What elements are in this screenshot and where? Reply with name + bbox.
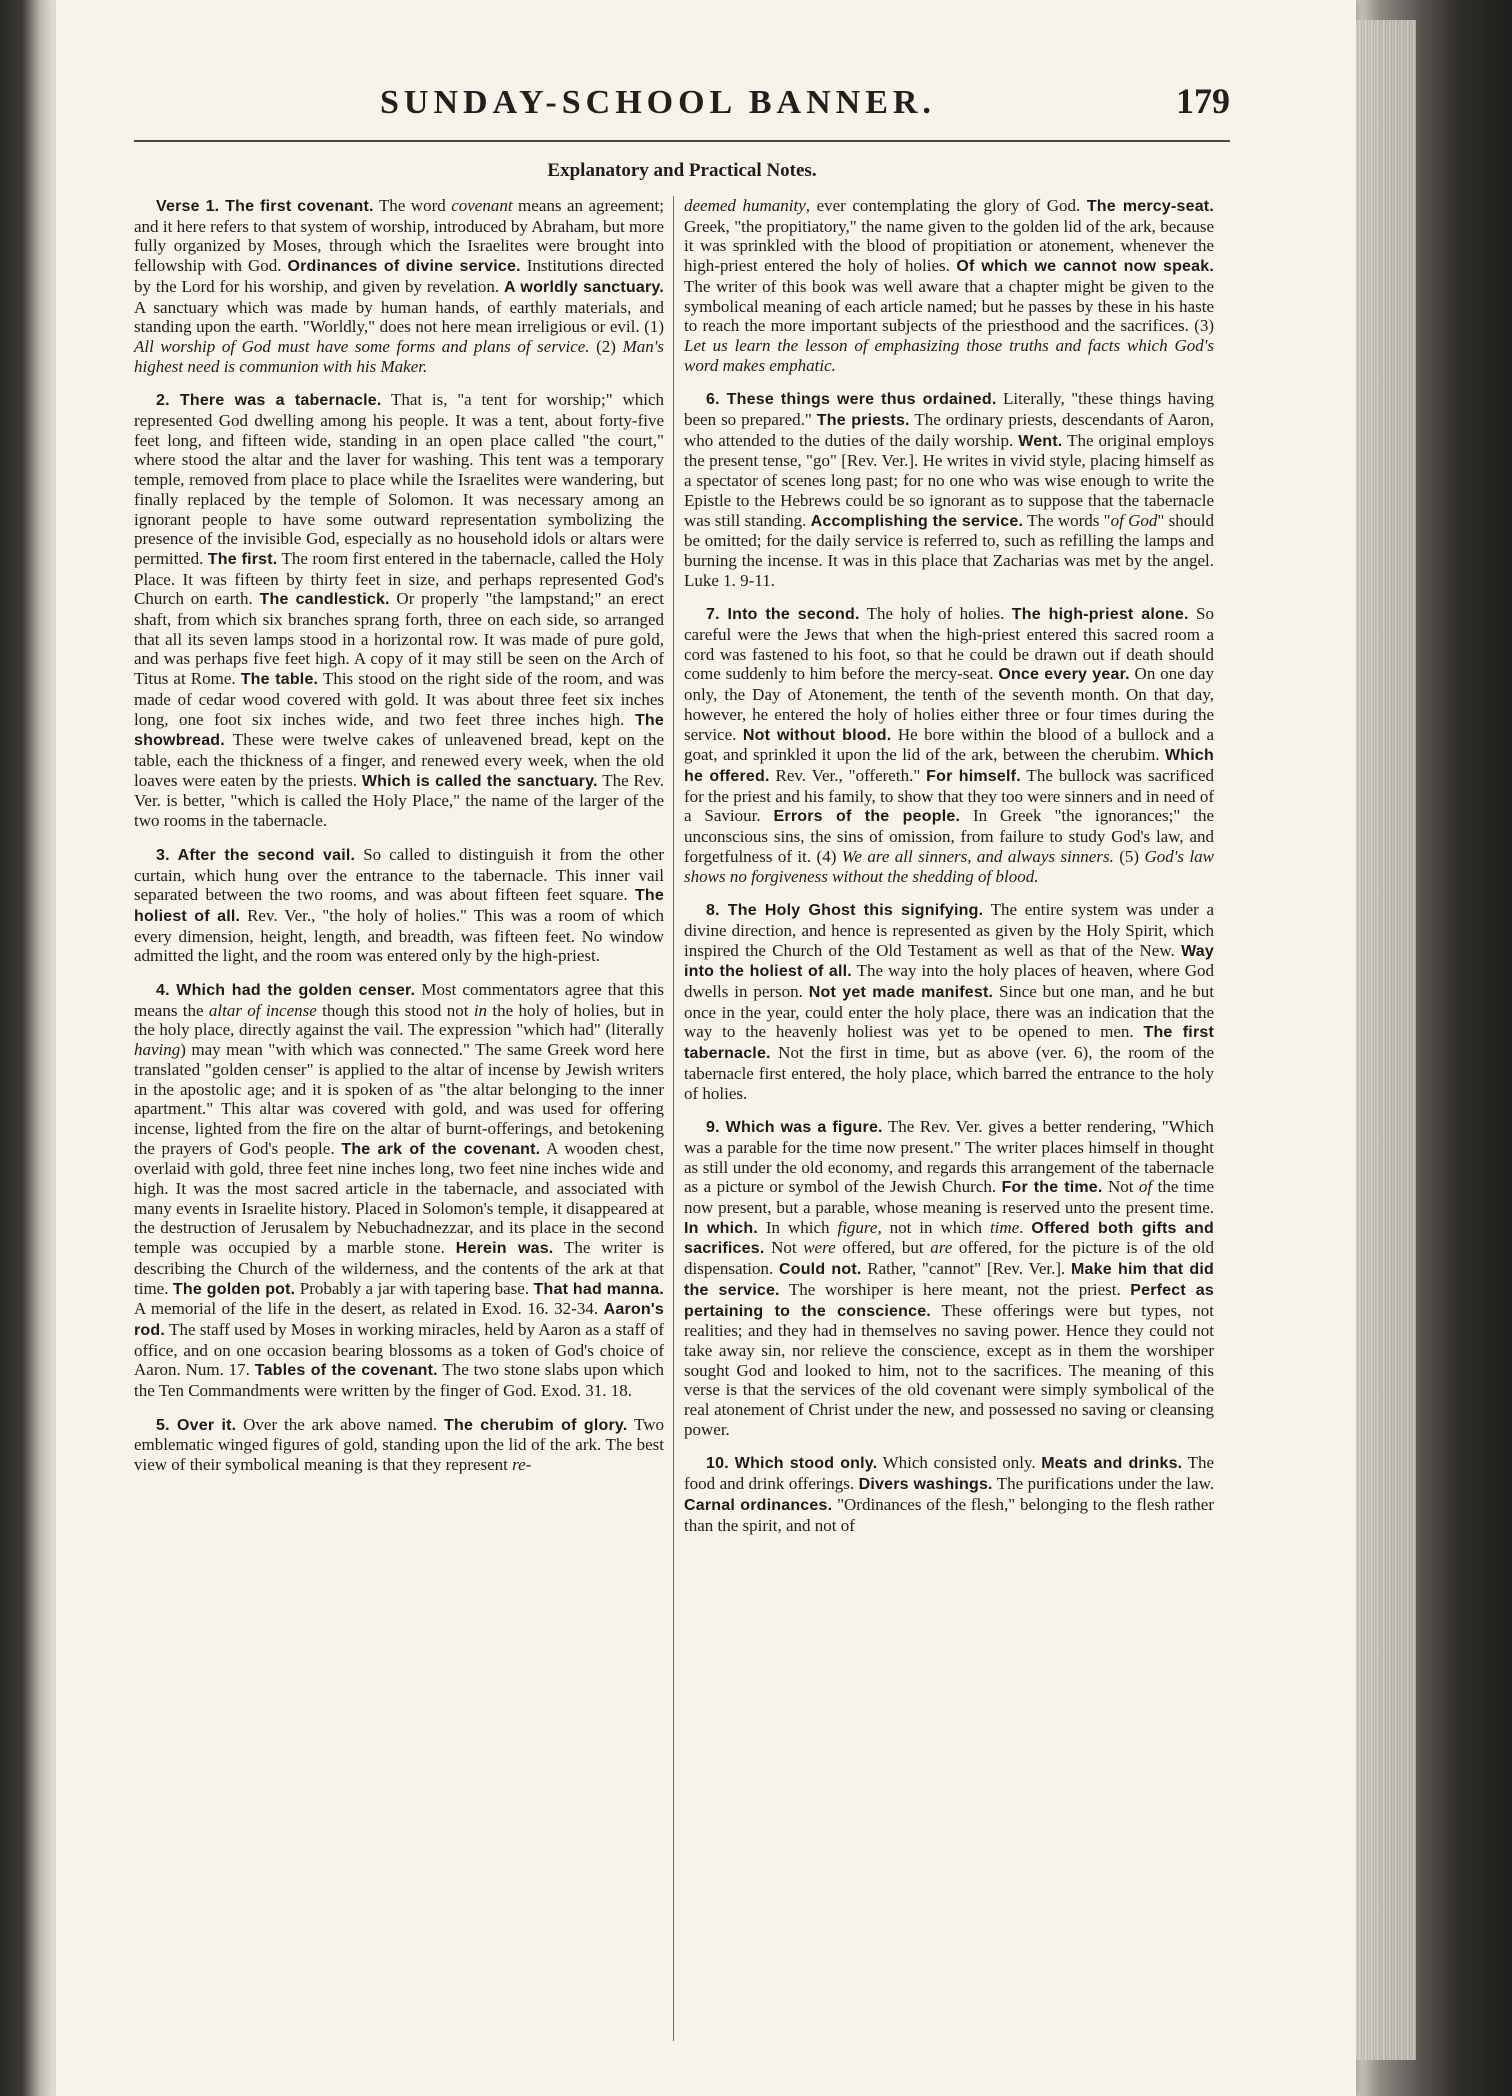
note-heading: A worldly sanctuary. bbox=[503, 278, 664, 296]
note-heading: Which he offered. bbox=[684, 747, 1214, 785]
note-text: The two stone slabs upon which the Ten Commandments were written by the finger of God. Exod. 31. 18. bbox=[134, 1360, 664, 1401]
note-text: Most commentators agree that this means the bbox=[134, 980, 664, 1020]
note-text: In which bbox=[757, 1217, 838, 1237]
note-heading: For himself. bbox=[926, 767, 1021, 785]
note-heading: The high-priest alone. bbox=[1011, 606, 1189, 624]
note-emphasis: time bbox=[989, 1217, 1020, 1237]
note-heading: Way into the holiest of all. bbox=[684, 942, 1214, 981]
note-text: The room first entered in the tabernacle, called the Holy Place. It was fifteen by thirty feet in size, and perhaps represented God's Church on earth. bbox=[134, 548, 664, 609]
note-emphasis: We are all sinners, and always sinners. bbox=[841, 846, 1114, 866]
note-emphasis: God's law shows no forgiveness without the shedding of blood. bbox=[684, 846, 1215, 886]
note-text: Greek, "the propitiatory," the name given to the golden lid of the ark, because it was sprinkled with the blood of propitiation or atonement, whenever the high-priest entered the holy of holies. bbox=[684, 216, 1214, 276]
note-text: Not bbox=[764, 1238, 804, 1258]
note-heading: 2. There was a tabernacle. bbox=[156, 392, 382, 410]
note-text: the time now present, but a parable, whose meaning is reserved unto the present time. bbox=[684, 1177, 1215, 1218]
note-text: Not the first in time, but as above (ver. 6), the room of the tabernacle first entered, the holy place, which barred the entrance to the holy of holies. bbox=[684, 1043, 1214, 1103]
note-emphasis: deemed humanity bbox=[684, 196, 806, 215]
note-text: (5) bbox=[1113, 846, 1145, 866]
note-heading: 8. The Holy Ghost this signifying. bbox=[706, 902, 984, 920]
right-column bbox=[684, 196, 1214, 1549]
note-text: A sanctuary which was made by human hands, of earthly materials, and standing upon the earth. "Worldly," does not here mean irreligious or evil. (1) bbox=[134, 297, 664, 337]
note-emphasis: were bbox=[803, 1238, 836, 1258]
note-emphasis: in bbox=[473, 1000, 488, 1020]
note-heading: The first tabernacle. bbox=[684, 1024, 1214, 1063]
column-divider bbox=[673, 196, 674, 2041]
note-emphasis: covenant bbox=[451, 196, 513, 215]
note-heading: Once every year. bbox=[998, 666, 1130, 684]
note-paragraph bbox=[134, 196, 664, 376]
note-emphasis: of bbox=[1138, 1177, 1153, 1197]
note-text: The purifications under the law. bbox=[992, 1474, 1214, 1494]
note-heading: The first. bbox=[207, 550, 278, 568]
note-heading: Tables of the covenant. bbox=[254, 1362, 438, 1380]
note-text: The writer is describing the Church of the wilderness, and the contents of the ark at that time. bbox=[134, 1238, 664, 1298]
note-text: Rather, "cannot" [Rev. Ver.]. bbox=[861, 1259, 1072, 1279]
note-heading: 3. After the second vail. bbox=[156, 846, 356, 864]
note-text: Or properly "the lampstand;" an erect shaft, from which six branches sprang forth, three on each side, so arranged that all its seven lamps stood in a horizontal row. It was made of pure gold, and was perhaps five feet high. A copy of it may still be seen on the Arch of Titus at Rome. bbox=[134, 589, 664, 689]
note-heading: Errors of the people. bbox=[773, 808, 961, 826]
note-text: The writer of this book was well aware that a chapter might be given to the symbolical meaning of each article named; but he passes by these in his haste to reach the more important subjects of the priesthood and the sacrifices. (3) bbox=[684, 276, 1214, 336]
note-heading: Verse 1. The first covenant. bbox=[156, 198, 374, 215]
note-heading: The table. bbox=[240, 671, 319, 689]
note-text: The holy of holies. bbox=[859, 604, 1012, 624]
note-text: A memorial of the life in the desert, as related in Exod. 16. 32-34. bbox=[134, 1299, 604, 1319]
page-edges bbox=[1356, 20, 1416, 2060]
note-text: The Rev. Ver. is better, "which is called the Holy Place," the name of the larger of the two rooms in the tabernacle. bbox=[134, 770, 665, 831]
note-text: This stood on the right side of the room, and was made of cedar wood covered with gold. It was about three feet six inches long, one foot six inches wide, and two feet three inches high. bbox=[134, 669, 664, 729]
note-text: The food and drink offerings. bbox=[684, 1453, 1214, 1494]
running-title: SUNDAY-SCHOOL BANNER. bbox=[380, 84, 936, 121]
note-heading: The mercy-seat. bbox=[1086, 198, 1214, 215]
note-heading: Carnal ordinances. bbox=[684, 1496, 833, 1514]
page-header bbox=[140, 78, 1230, 134]
note-text: Two emblematic winged figures of gold, standing upon the lid of the ark. The best view of their symbolical meaning is that they represent bbox=[134, 1414, 664, 1475]
note-text: Which consisted only. bbox=[877, 1453, 1042, 1473]
note-text: The Rev. Ver. gives a better rendering, "Which was a parable for the time now present." The writer places himself in thought as still under the old economy, and regards this arrangement of the tabernacle as a picture or symbol of the Jewish Church. bbox=[684, 1117, 1214, 1197]
note-paragraph bbox=[684, 900, 1214, 1103]
note-heading: The priests. bbox=[816, 412, 910, 430]
note-heading: The showbread. bbox=[134, 711, 664, 750]
note-heading: Which is called the sanctuary. bbox=[361, 772, 598, 790]
note-emphasis: altar of incense bbox=[208, 1000, 317, 1020]
note-heading: Aaron's rod. bbox=[134, 1301, 664, 1339]
note-text: Since but one man, and he but once in the year, could enter the holy place, there was an indication that the way to the heavenly holiest was yet to be opened to men. bbox=[684, 982, 1214, 1042]
note-text: On one day only, the Day of Atonement, the tenth of the seventh month. On that day, however, he entered the holy of holies either three or four times during the service. bbox=[684, 664, 1214, 744]
note-emphasis: figure bbox=[837, 1217, 878, 1237]
note-text: He bore within the blood of a bullock and a goat, and sprinkled it upon the lid of the ark, between the cherubim. bbox=[684, 724, 1214, 765]
section-title: Explanatory and Practical Notes. bbox=[547, 160, 817, 181]
note-text: Rev. Ver., "offereth." bbox=[769, 765, 927, 785]
note-paragraph bbox=[684, 1453, 1214, 1535]
note-text: the holy of holies, but in the holy place, directly against the vail. The expression "which had" (literally bbox=[134, 1000, 665, 1040]
note-text: Institutions directed by the Lord for his worship, and given by revelation. bbox=[134, 256, 664, 296]
note-heading: Perfect as pertaining to the conscience. bbox=[684, 1281, 1214, 1320]
note-heading: Herein was. bbox=[455, 1240, 554, 1258]
note-paragraph bbox=[684, 389, 1214, 590]
note-text: The worshiper is here meant, not the priest. bbox=[779, 1279, 1131, 1299]
note-text: The bullock was sacrificed for the priest and his family, to show that they too were sinners and in need of a Saviour. bbox=[684, 765, 1214, 826]
note-text: The way into the holy places of heaven, where God dwells in person. bbox=[684, 961, 1214, 1002]
note-heading: Make him that did the service. bbox=[684, 1261, 1214, 1299]
note-heading: The holiest of all. bbox=[134, 887, 664, 925]
note-heading: Could not. bbox=[778, 1261, 862, 1279]
note-emphasis: re- bbox=[512, 1455, 532, 1475]
left-column bbox=[134, 196, 664, 1489]
note-heading: Meats and drinks. bbox=[1041, 1455, 1183, 1473]
note-text: (2) bbox=[589, 336, 623, 356]
note-paragraph bbox=[134, 390, 664, 830]
note-paragraph bbox=[684, 1117, 1214, 1439]
note-text: . bbox=[1019, 1217, 1032, 1237]
note-text: Not bbox=[1102, 1177, 1139, 1197]
note-text: These offerings were but types, not realities; and they had in themselves no saving power. Hence they could not take away sin, nor relieve the conscience, except as in them the worshiper sought God and looked to him, not to the sacrifices. The meaning of this verse is that the services of the old covenant were simply symbolical of the real atonement of Christ under the new, and possessed no saving or cleansing power. bbox=[684, 1300, 1214, 1439]
note-heading: The candlestick. bbox=[259, 591, 390, 609]
note-text: means an agreement; and it here refers to that system of worship, introduced by Abraham, but more fully organized by Moses, through which the Israelites were brought into fellowship with God. bbox=[134, 196, 664, 276]
note-text: The words " bbox=[1023, 510, 1111, 530]
note-text: " should be omitted; for the daily service is referred to, such as refilling the lamps and burning the incense. It was in this place that Zacharias was met by the angel. Luke 1. 9-11. bbox=[684, 510, 1214, 590]
note-heading: 5. Over it. bbox=[156, 1416, 237, 1434]
note-heading: Went. bbox=[1018, 432, 1063, 450]
note-text: The entire system was under a divine direction, and hence is represented as given by the Holy Spirit, which inspired the Church of the Old Testament as well as that of the New. bbox=[684, 900, 1214, 960]
note-text: So careful were the Jews that when the high-priest entered this sacred room a cord was fastened to his foot, so that he could be drawn out if death should come suddenly to him before the mercy-seat. bbox=[684, 604, 1214, 684]
note-text: though this stood not bbox=[316, 1000, 474, 1020]
note-heading: Divers washings. bbox=[858, 1476, 993, 1494]
note-heading: Offered both gifts and sacrifices. bbox=[684, 1219, 1214, 1258]
note-emphasis: Man's highest need is communion with his Maker. bbox=[134, 336, 664, 376]
note-emphasis: All worship of God must have some forms and plans of service. bbox=[134, 336, 590, 356]
note-text: ) may mean "with which was connected." The same Greek word here translated "golden censer" is applied to the altar of incense by Jewish writers in the apostolic age; and it is spoken of as "the altar belonging to the inner apartment." This altar was covered with gold, and was used for offering incense, lighted from the fire on the altar of burnt-offerings, and betokening the prayers of God's people. bbox=[134, 1040, 664, 1158]
note-heading: Accomplishing the service. bbox=[810, 512, 1024, 530]
note-paragraph bbox=[684, 196, 1214, 375]
note-text: That is, "a tent for worship;" which represented God dwelling among his people. It was a tent, about forty-five feet long, and fifteen wide, standing in an open place called "the court," where stood the altar and the laver for washing. This tent was a temporary temple, removed from place to place while the Israelites were wandering, but finally replaced by the temple of Solomon. It was necessary among an ignorant people to have some outward representation symbolizing the presence of the invisible God, especially as no household idols or altars were permitted. bbox=[134, 390, 664, 568]
note-heading: 10. Which stood only. bbox=[706, 1455, 878, 1473]
note-heading: 6. These things were thus ordained. bbox=[706, 391, 997, 409]
note-text: The original employs the present tense, "go" [Rev. Ver.]. He writes in vivid style, placing himself as a spectator of scenes long past; for no one who was wise enough to write the Epistle to the Hebrews could be so ignorant as to suppose that the tabernacle was still standing. bbox=[684, 430, 1214, 530]
note-text: , not in which bbox=[877, 1217, 990, 1237]
note-heading: In which. bbox=[684, 1219, 758, 1237]
note-heading: 7. Into the second. bbox=[706, 606, 860, 624]
note-text: Probably a jar with tapering base. bbox=[295, 1278, 534, 1298]
note-heading: Of which we cannot now speak. bbox=[956, 258, 1215, 276]
note-heading: The cherubim of glory. bbox=[444, 1416, 628, 1434]
note-text: offered, for the picture is of the old dispensation. bbox=[684, 1238, 1214, 1279]
note-emphasis: Let us learn the lesson of emphasizing those truths and facts which God's word makes emphatic. bbox=[684, 335, 1214, 375]
note-text: In Greek "the ignorances;" the unconscious sins, the sins of omission, from failure to study God's law, and forgetfulness of it. (4) bbox=[684, 806, 1214, 866]
note-text: , ever contemplating the glory of God. bbox=[805, 196, 1087, 215]
note-heading: The ark of the covenant. bbox=[341, 1140, 541, 1158]
note-paragraph bbox=[134, 845, 664, 966]
note-paragraph bbox=[134, 980, 664, 1401]
note-heading: Not without blood. bbox=[742, 726, 892, 744]
page-number: 179 bbox=[1176, 81, 1230, 121]
note-emphasis: of God bbox=[1110, 510, 1158, 530]
note-heading: Not yet made manifest. bbox=[808, 984, 994, 1002]
note-text: The staff used by Moses in working miracles, held by Aaron as a staff of office, and on one occasion bearing blossoms as a token of God's choice of Aaron. Num. 17. bbox=[134, 1319, 664, 1380]
note-text: So called to distinguish it from the other curtain, which hung over the entrance to the tabernacle. This inner vail separated between the two rooms, and was about fifteen feet square. bbox=[134, 844, 665, 905]
note-emphasis: are bbox=[930, 1238, 953, 1258]
note-text: These were twelve cakes of unleavened bread, kept on the table, each the thickness of a finger, and renewed every week, when the old loaves were eaten by the priests. bbox=[134, 730, 664, 790]
note-paragraph bbox=[684, 604, 1214, 886]
note-text: A wooden chest, overlaid with gold, three feet nine inches long, two feet nine inches wide and high. It was the most sacred article in the tabernacle, and associated with many events in Israelite history. Placed in Solomon's temple, it disappeared at the destruction of Jerusalem by Nebuchadnezzar, and its place in the second temple was occupied by a marble stone. bbox=[134, 1138, 665, 1258]
note-emphasis: having bbox=[134, 1040, 181, 1060]
note-text: "Ordinances of the flesh," belonging to the flesh rather than the spirit, and not of bbox=[684, 1494, 1214, 1535]
note-text: offered, but bbox=[835, 1238, 931, 1258]
note-text: The ordinary priests, descendants of Aaron, who attended to the duties of the daily worship. bbox=[684, 410, 1214, 450]
note-heading: 4. Which had the golden censer. bbox=[156, 982, 416, 1000]
note-paragraph bbox=[134, 1415, 664, 1475]
header-rule bbox=[134, 140, 1230, 142]
note-heading: That had manna. bbox=[533, 1280, 664, 1298]
note-text: The word bbox=[373, 196, 452, 215]
note-heading: The golden pot. bbox=[172, 1280, 296, 1298]
note-text: Rev. Ver., "the holy of holies." This was a room of which every dimension, height, length, and breadth, was fifteen feet. No window admitted the light, and the room was entered only by the high-priest. bbox=[134, 905, 664, 966]
note-heading: For the time. bbox=[1001, 1179, 1103, 1197]
note-text: Over the ark above named. bbox=[236, 1414, 444, 1434]
note-heading: 9. Which was a figure. bbox=[706, 1119, 883, 1137]
note-text: Literally, "these things having been so prepared." bbox=[684, 389, 1214, 430]
note-heading: Ordinances of divine service. bbox=[287, 258, 521, 276]
